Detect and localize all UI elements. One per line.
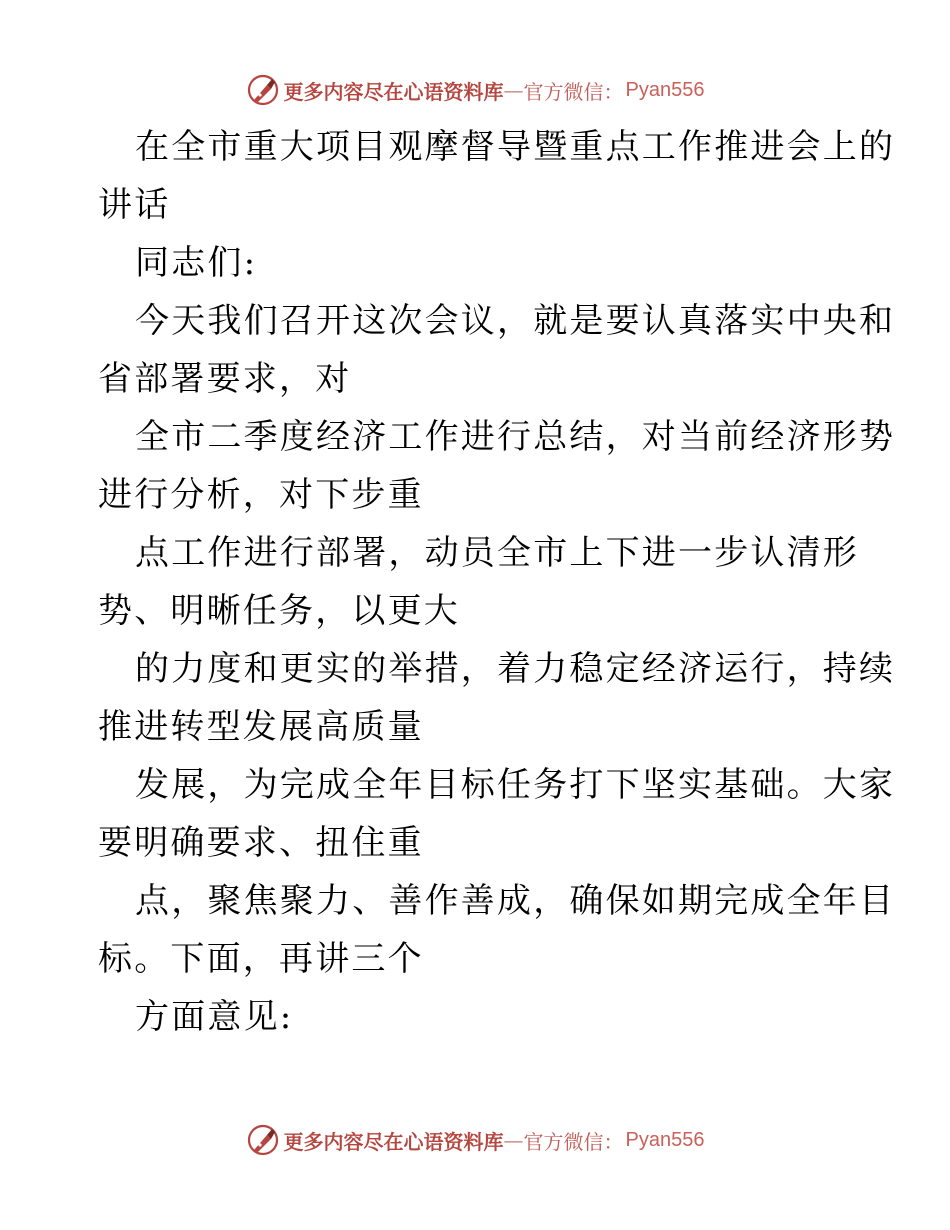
footer-wechat-id: Pyan556 — [625, 1128, 705, 1151]
doc-line: 的力度和更实的举措，着力稳定经济运行，持续 — [135, 649, 896, 689]
header-banner — [0, 72, 950, 108]
doc-line: 方面意见: — [135, 997, 294, 1037]
footer-banner — [0, 1122, 950, 1158]
pen-nib-logo-icon — [246, 73, 280, 107]
header-wechat-label: 官方微信： — [523, 79, 624, 104]
doc-line: 标。下面，再讲三个 — [98, 939, 424, 979]
doc-line: 要明确要求、扭住重 — [98, 823, 424, 863]
doc-line: 推进转型发展高质量 — [98, 707, 424, 747]
doc-line: 进行分析，对下步重 — [98, 475, 424, 515]
footer-brand-text: 更多内容尽在心语资料库 — [283, 1129, 504, 1154]
document-body — [98, 118, 896, 1046]
header-wechat-id: Pyan556 — [625, 78, 705, 101]
header-brand-text: 更多内容尽在心语资料库 — [283, 79, 504, 104]
footer-separator: — — [503, 1128, 524, 1152]
doc-line: 全市二季度经济工作进行总结，对当前经济形势 — [135, 417, 896, 457]
header-separator: — — [503, 78, 524, 102]
footer-wechat-label: 官方微信： — [523, 1129, 624, 1154]
doc-line: 讲话 — [98, 185, 171, 225]
doc-line: 在全市重大项目观摩督导暨重点工作推进会上的 — [135, 127, 896, 167]
doc-line: 点，聚焦聚力、善作善成，确保如期完成全年目 — [135, 881, 896, 921]
doc-line: 同志们: — [135, 243, 258, 283]
doc-line: 势、明晰任务，以更大 — [98, 591, 460, 631]
doc-line: 发展，为完成全年目标任务打下坚实基础。大家 — [135, 765, 896, 805]
doc-line: 省部署要求，对 — [98, 359, 352, 399]
doc-line: 今天我们召开这次会议，就是要认真落实中央和 — [135, 301, 896, 341]
document-lines — [98, 118, 896, 1046]
pen-nib-logo-icon — [246, 1123, 280, 1157]
doc-line: 点工作进行部署，动员全市上下进一步认清形 — [135, 533, 859, 573]
